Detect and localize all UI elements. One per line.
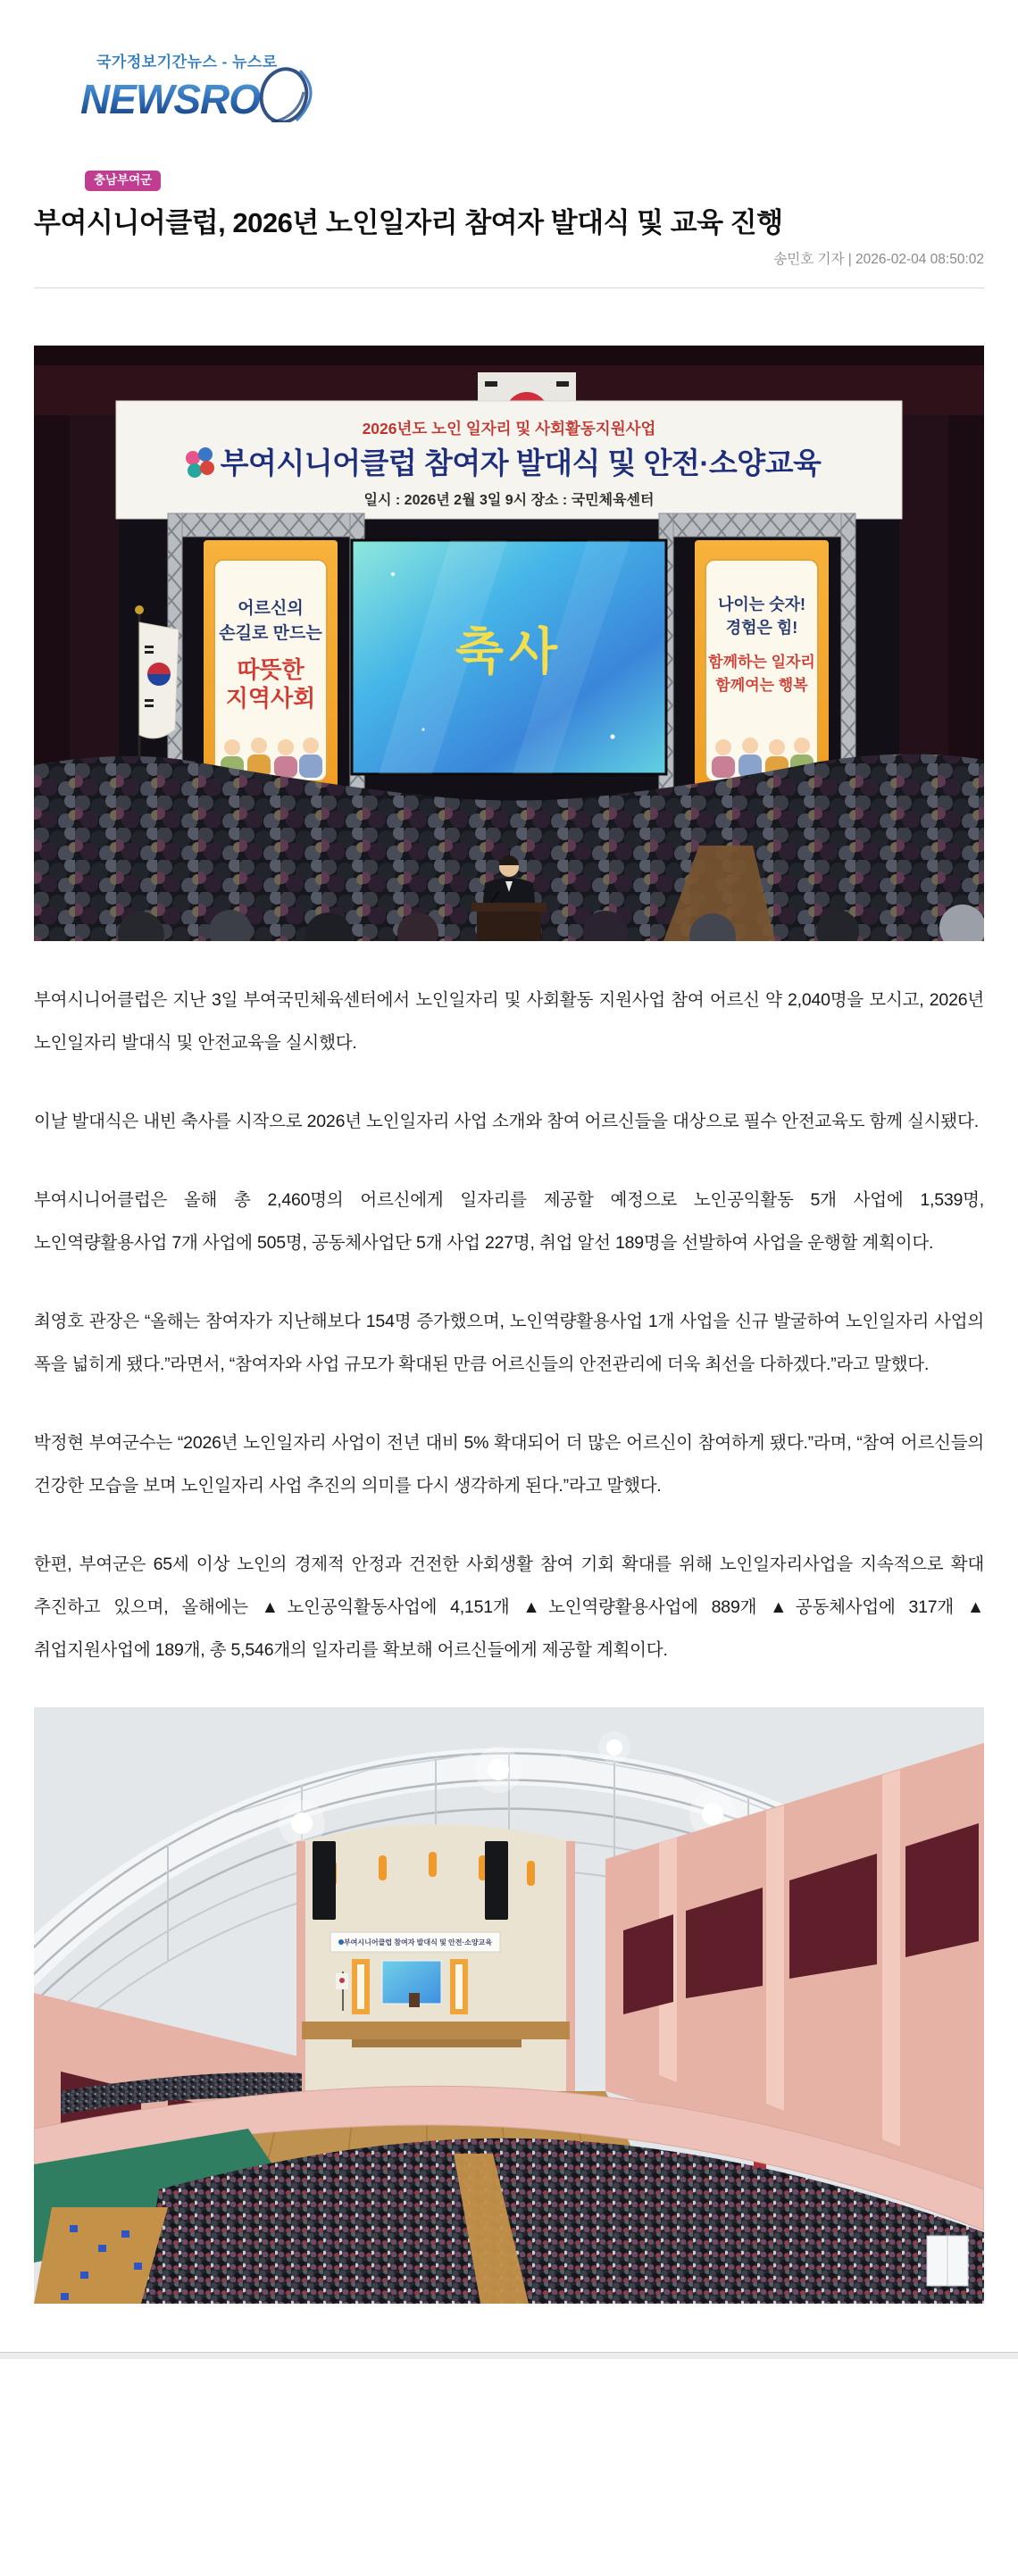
banner-line3: 일시 : 2026년 2월 3일 9시 장소 : 국민체육센터 bbox=[363, 492, 655, 508]
article-title: 부여시니어클럽, 2026년 노인일자리 참여자 발대식 및 교육 진행 bbox=[34, 206, 783, 238]
photo2-scene bbox=[34, 1707, 984, 2304]
stage-floor-edge bbox=[302, 2022, 570, 2039]
speaker-right bbox=[485, 1841, 508, 1920]
category-badge[interactable]: 충남부여군 bbox=[85, 171, 161, 191]
article-paragraph: 박정현 부여군수는 “2026년 노인일자리 사업이 전년 대비 5% 확대되어 더 많은 어르신이 참여하게 됐다.”라며, “참여 어르신들의 건강한 모습을 보며 노인일자리 사업 추진의 의미를 다시 생각하게 된다.”라고 말했다. bbox=[34, 1432, 984, 1496]
site-header bbox=[34, 0, 984, 122]
logo-wordmark: NEWSRO bbox=[80, 76, 260, 122]
logo-tagline: 국가정보기간뉴스 - 뉴스로 bbox=[96, 54, 278, 71]
right-placard-line4: 함께여는 행복 bbox=[715, 676, 808, 694]
right-placard-line1: 나이는 숫자! bbox=[718, 595, 805, 613]
stage-banner-text: 부여시니어클럽 참여자 발대식 및 안전·소양교육 bbox=[343, 1938, 493, 1947]
screen-text: 축사 bbox=[455, 622, 563, 679]
right-wall-door bbox=[927, 2236, 968, 2286]
banner-line2: 부여시니어클럽 참여자 발대식 및 안전·소양교육 bbox=[220, 446, 822, 479]
article-paragraph: 이날 발대식은 내빈 축사를 시작으로 2026년 노인일자리 사업 소개와 참여 어르신들을 대상으로 필수 안전교육도 함께 실시됐다. bbox=[34, 1111, 979, 1131]
speaker-left bbox=[313, 1841, 336, 1920]
article-paragraph: 최영호 관장은 “올해는 참여자가 지난해보다 154명 증가했으며, 노인역량활용사업 1개 사업을 신규 발굴하여 노인일자리 사업의 폭을 넓히게 됐다.”라면서, “참여자와 사업 규모가 확대된 만큼 어르신들의 안전관리에 더욱 최선을 다하겠다.”라고 말했다. bbox=[34, 1311, 984, 1374]
newsro-logo[interactable] bbox=[54, 40, 348, 122]
photo-opening-ceremony bbox=[34, 346, 984, 941]
stage-back-wall bbox=[296, 1824, 575, 2093]
left-placard-line1: 어르신의 bbox=[238, 598, 304, 618]
photo1-scene bbox=[34, 346, 984, 941]
article-byline: 송민호 기자 | 2026-02-04 08:50:02 bbox=[773, 251, 984, 267]
led-screen bbox=[352, 540, 666, 774]
article-page bbox=[34, 0, 984, 2304]
left-placard-line4: 지역사회 bbox=[225, 684, 316, 712]
right-placard-line2: 경험은 힘! bbox=[725, 618, 798, 637]
stage-podium bbox=[409, 1993, 420, 2007]
photo-gymnasium-wide bbox=[34, 1707, 984, 2304]
event-banner bbox=[116, 401, 902, 519]
banner-line1: 2026년도 노인 일자리 및 사회활동지원사업 bbox=[362, 419, 656, 438]
logo-swoosh-icon bbox=[255, 64, 312, 122]
article-paragraph: 부여시니어클럽은 올해 총 2,460명의 어르신에게 일자리를 제공할 예정으로 노인공익활동 5개 사업에 1,539명, 노인역량활용사업 7개 사업에 505명, 공동체사업단 5개 사업 227명, 취업 알선 189명을 선발하여 사업을 운행할 계획이다. bbox=[34, 1189, 984, 1253]
left-placard-line3: 따뜻한 bbox=[237, 655, 305, 683]
article-paragraph: 부여시니어클럽은 지난 3일 부여국민체육센터에서 노인일자리 및 사회활동 지원사업 참여 어르신 약 2,040명을 모시고, 2026년 노인일자리 발대식 및 안전교육을 실시했다. bbox=[34, 989, 984, 1053]
right-placard-line3: 함께하는 일자리 bbox=[708, 653, 815, 671]
stage-banner bbox=[330, 1932, 500, 1952]
left-placard-line2: 손길로 만드는 bbox=[219, 623, 322, 643]
footer-divider bbox=[0, 2352, 1018, 2359]
article-paragraph: 한편, 부여군은 65세 이상 노인의 경제적 안정과 건전한 사회생활 참여 기회 확대를 위해 노인일자리사업을 지속적으로 확대 추진하고 있으며, 올해에는 ▲노인공익활동사업에 4,151개 ▲노인역량활용사업에 889개 ▲공동체사업에 317개 ▲취업지원사업에 189개, 총 5,546개의 일자리를 확보해 어르신들에게 제공할 계획이다. bbox=[34, 1554, 984, 1660]
